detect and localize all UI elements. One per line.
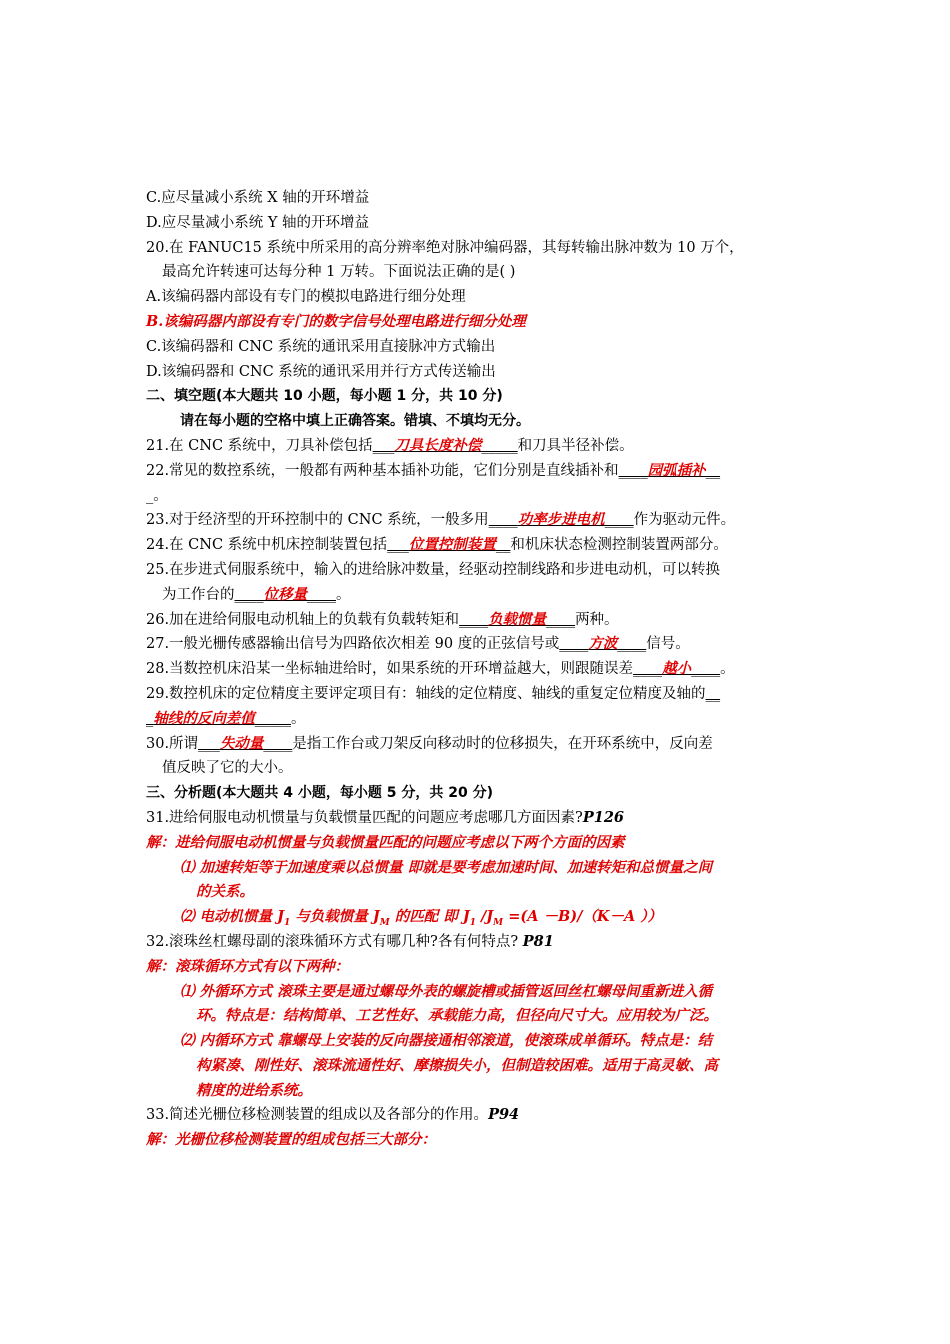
question-31: 31.进给伺服电动机惯量与负载惯量匹配的问题应考虑哪几方面因素?P126	[146, 808, 625, 826]
question-30-cont: 值反映了它的大小。	[162, 760, 293, 777]
question-30: 30.所谓___失动量____是指工作台或刀架反向移动时的位移损失，在开环系统中，反向差	[146, 734, 713, 752]
answer-31-point-2: ⑵ 电动机惯量 $J_1$ 与负载惯量 $J_M$ 的匹配 即 $J_1$ $/J_M =(A -B)/(K-A$ ））	[180, 908, 663, 928]
answer-32-point-1-cont: 环。特点是：结构简单、工艺性好、承载能力高，但径向尺寸大。应用较为广泛。	[196, 1007, 718, 1025]
answer-31-point-1: ⑴ 加速转矩等于加速度乘以总惯量 即就是要考虑加速时间、加速转矩和总惯量之间	[180, 858, 713, 876]
page-ref-31: P126	[582, 808, 625, 826]
question-32: 32.滚珠丝杠螺母副的滚珠循环方式有哪几种?各有何特点? P81	[146, 932, 554, 950]
question-20: 20.在 FANUC15 系统中所采用的高分辨率绝对脉冲编码器，其每转输出脉冲数为 10 万个，	[146, 239, 744, 256]
page-ref-32: P81	[522, 932, 554, 950]
question-28: 28.当数控机床沿某一坐标轴进给时，如果系统的开环增益越大，则跟随误差____越小____。	[146, 660, 735, 678]
question-27: 27.一般光栅传感器输出信号为四路依次相差 90 度的正弦信号或____方波____信号。	[146, 635, 690, 653]
answer-32-point-2: ⑵ 内循环方式 靠螺母上安装的反向器接通相邻滚道，使滚珠成单循环。特点是：结	[180, 1032, 713, 1050]
question-33: 33.简述光栅位移检测装置的组成以及各部分的作用。P94	[146, 1106, 520, 1124]
answer-28: 越小	[662, 660, 692, 678]
answer-25: 位移量	[263, 585, 307, 603]
answer-30: 失动量	[219, 734, 264, 752]
answer-31-intro: 解：进给伺服电动机惯量与负载惯量匹配的问题应考虑以下两个方面的因素	[146, 833, 625, 851]
answer-33-intro: 解：光栅位移检测装置的组成包括三大部分：	[146, 1131, 436, 1149]
question-23: 23.对于经济型的开环控制中的 CNC 系统，一般多用____功率步进电机____作为驱动元件。	[146, 511, 736, 529]
answer-32-point-2-cont: 构紧凑、刚性好、滚珠流通性好、摩擦损失小，但制造较困难。适用于高灵敏、高	[196, 1056, 718, 1074]
answer-29: 轴线的反向差值	[153, 709, 255, 727]
answer-27: 方波	[588, 635, 618, 653]
answer-31-point-1-cont: 的关系。	[196, 883, 254, 901]
answer-22: 园弧插补	[647, 461, 706, 479]
question-24: 24.在 CNC 系统中机床控制装置包括___位置控制装置__和机床状态检测控制装置两部分。	[146, 536, 728, 554]
section-2-instruction: 请在每小题的空格中填上正确答案。错填、不填均无分。	[180, 413, 530, 430]
option-d-parallel: D.该编码器和 CNC 系统的通讯采用并行方式传送输出	[146, 363, 496, 380]
section-2-heading: 二、填空题(本大题共 10 小题，每小题 1 分，共 10 分)	[146, 388, 503, 405]
option-b-digital-answer: B.该编码器内部设有专门的数字信号处理电路进行细分处理	[146, 312, 526, 330]
question-21: 21.在 CNC 系统中，刀具补偿包括___刀具长度补偿_____和刀具半径补偿。	[146, 436, 634, 454]
answer-32-point-2-end: 精度的进给系统。	[196, 1081, 312, 1099]
option-c-x-axis: C.应尽量减小系统 X 轴的开环增益	[146, 190, 370, 206]
question-22-cont: _。	[146, 487, 168, 504]
question-22: 22.常见的数控系统，一般都有两种基本插补功能，它们分别是直线插补和____园弧插补__	[146, 461, 721, 479]
question-25: 25.在步进式伺服系统中，输入的进给脉冲数量，经驱动控制线路和步进电动机，可以转换	[146, 561, 721, 578]
page-ref-33: P94	[488, 1106, 520, 1124]
question-20-cont: 最高允许转速可达每分种 1 万转。下面说法正确的是( )	[162, 264, 516, 281]
question-25-cont: 为工作台的____位移量____。	[162, 585, 351, 603]
question-29-cont: _轴线的反向差值_____。	[146, 709, 306, 727]
option-d-y-axis: D.应尽量减小系统 Y 轴的开环增益	[146, 214, 370, 231]
answer-24: 位置控制装置	[408, 536, 496, 554]
option-c-pulse: C.该编码器和 CNC 系统的通讯采用直接脉冲方式输出	[146, 338, 496, 355]
answer-26: 负载惯量	[488, 610, 547, 628]
question-26: 26.加在进给伺服电动机轴上的负载有负载转矩和____负载惯量____两种。	[146, 610, 619, 628]
document-page	[146, 186, 810, 1153]
option-a-analog: A.该编码器内部设有专门的模拟电路进行细分处理	[146, 289, 466, 306]
answer-21: 刀具长度补偿	[394, 436, 482, 454]
answer-32-point-1: ⑴ 外循环方式 滚珠主要是通过螺母外表的螺旋槽或插管返回丝杠螺母间重新进入循	[180, 982, 713, 1000]
answer-32-intro: 解：滚珠循环方式有以下两种：	[146, 957, 349, 975]
answer-23: 功率步进电机	[517, 511, 605, 529]
question-29: 29.数控机床的定位精度主要评定项目有：轴线的定位精度、轴线的重复定位精度及轴的__	[146, 685, 721, 702]
section-3-heading: 三、分析题(本大题共 4 小题，每小题 5 分，共 20 分)	[146, 785, 494, 802]
